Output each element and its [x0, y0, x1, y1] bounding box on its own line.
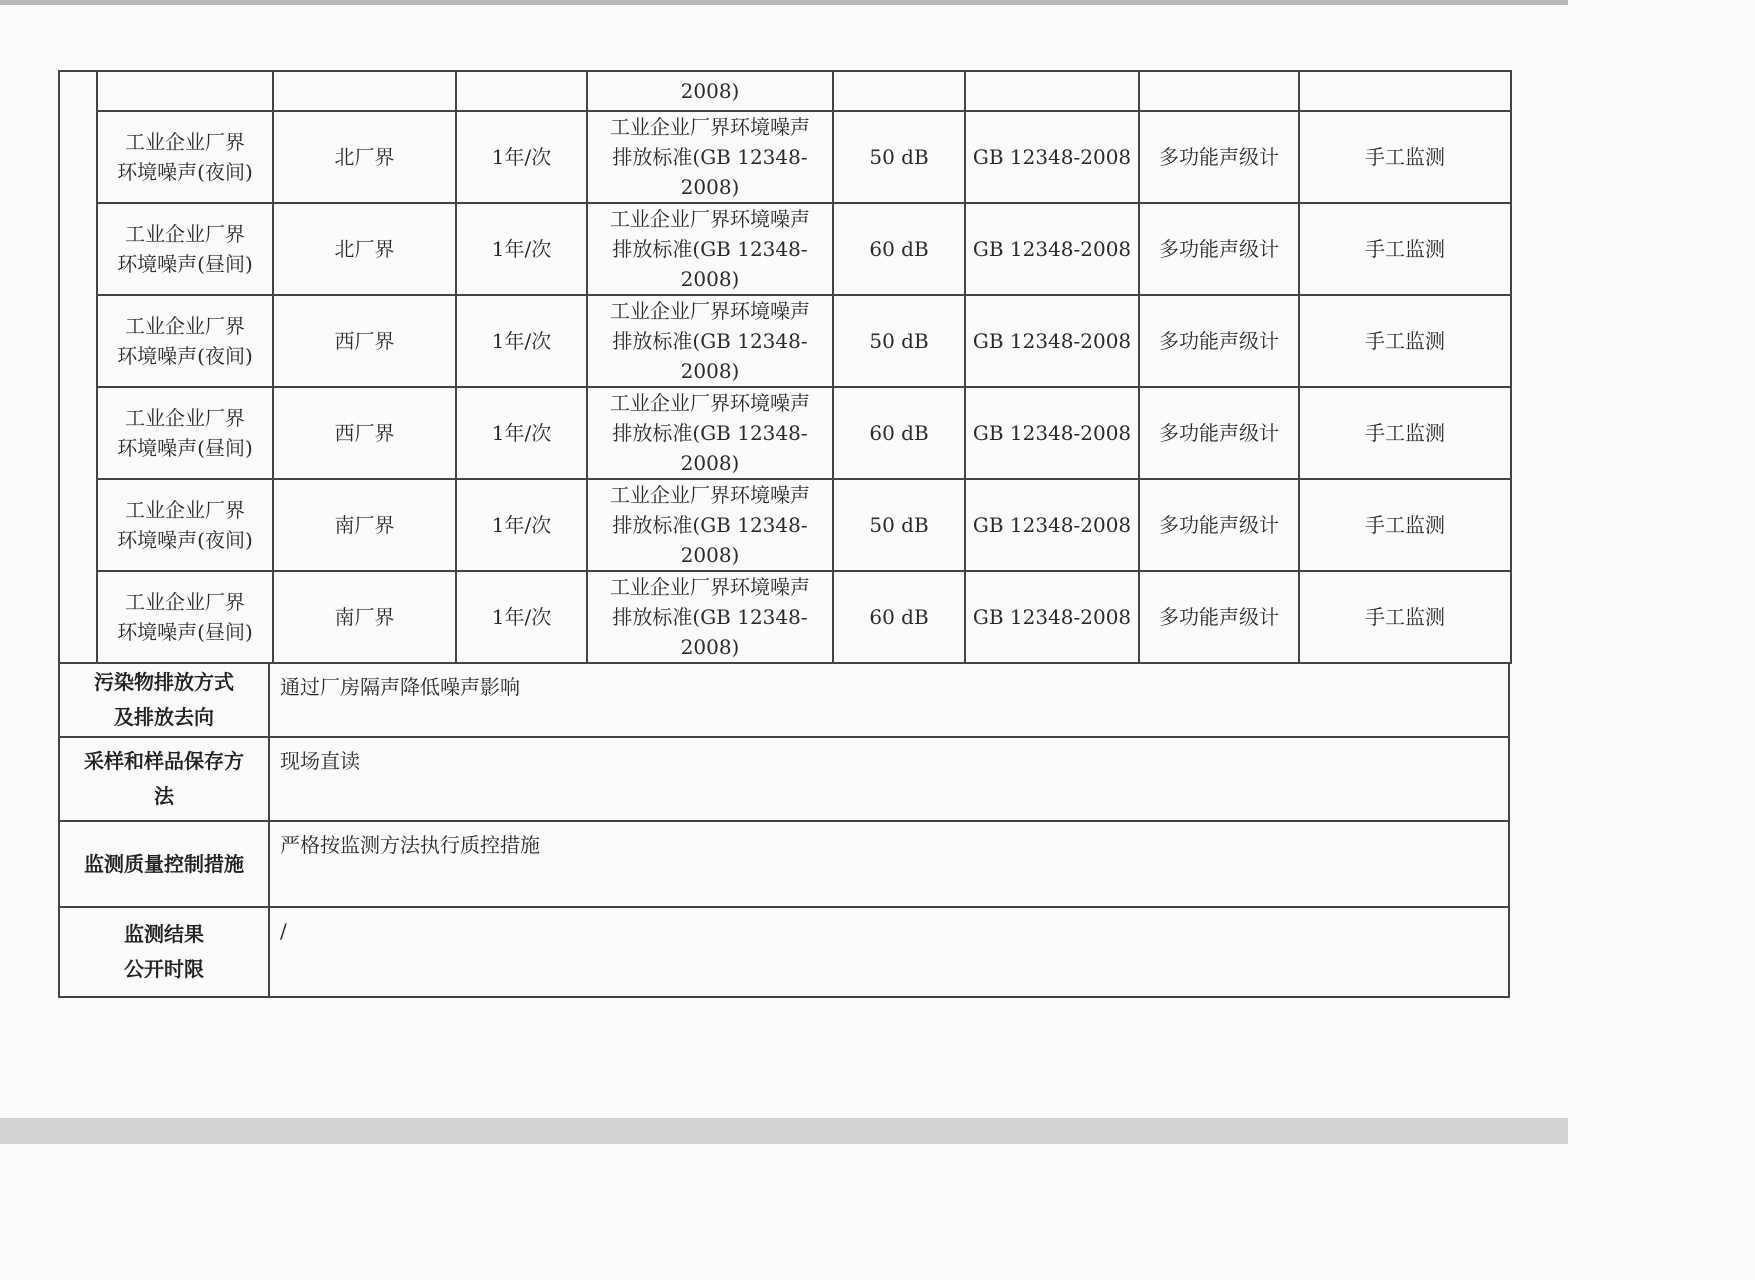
noise-monitoring-table	[58, 70, 1512, 664]
limit-cell	[833, 71, 965, 111]
qc-value: 严格按监测方法执行质控措施	[269, 821, 1509, 907]
mode-cell: 手工监测	[1299, 111, 1511, 203]
limit-cell: 60 dB	[833, 387, 965, 479]
standard-cell: 工业企业厂界环境噪声 排放标准(GB 12348- 2008)	[587, 479, 833, 571]
merged-category-cell	[59, 71, 97, 663]
frequency-cell: 1年/次	[456, 479, 587, 571]
location-cell: 西厂界	[273, 387, 456, 479]
mode-cell: 手工监测	[1299, 295, 1511, 387]
sampling-value: 现场直读	[269, 737, 1509, 821]
method-cell	[965, 71, 1139, 111]
publish-label: 监测结果 公开时限	[59, 907, 269, 997]
location-cell: 北厂界	[273, 111, 456, 203]
standard-cell: 工业企业厂界环境噪声 排放标准(GB 12348- 2008)	[587, 203, 833, 295]
location-cell	[273, 71, 456, 111]
table-row	[59, 203, 1511, 295]
standard-cell: 2008)	[587, 71, 833, 111]
method-cell: GB 12348-2008	[965, 479, 1139, 571]
table-row	[59, 111, 1511, 203]
scan-top-edge	[0, 0, 1568, 5]
location-cell: 南厂界	[273, 479, 456, 571]
publish-value: /	[269, 907, 1509, 997]
standard-cell: 工业企业厂界环境噪声 排放标准(GB 12348- 2008)	[587, 571, 833, 663]
mode-cell: 手工监测	[1299, 479, 1511, 571]
frequency-cell: 1年/次	[456, 111, 587, 203]
instrument-cell: 多功能声级计	[1139, 479, 1299, 571]
mode-cell	[1299, 71, 1511, 111]
instrument-cell: 多功能声级计	[1139, 571, 1299, 663]
item-cell: 工业企业厂界 环境噪声(夜间)	[97, 295, 273, 387]
method-cell: GB 12348-2008	[965, 295, 1139, 387]
table-row	[59, 479, 1511, 571]
frequency-cell: 1年/次	[456, 295, 587, 387]
qc-row	[59, 821, 1509, 907]
frequency-cell: 1年/次	[456, 387, 587, 479]
mode-cell: 手工监测	[1299, 387, 1511, 479]
method-cell: GB 12348-2008	[965, 571, 1139, 663]
table-row	[59, 387, 1511, 479]
instrument-cell: 多功能声级计	[1139, 295, 1299, 387]
mode-cell: 手工监测	[1299, 203, 1511, 295]
method-cell: GB 12348-2008	[965, 387, 1139, 479]
discharge-label: 污染物排放方式 及排放去向	[59, 663, 269, 737]
instrument-cell: 多功能声级计	[1139, 111, 1299, 203]
sampling-label: 采样和样品保存方 法	[59, 737, 269, 821]
frequency-cell	[456, 71, 587, 111]
discharge-row	[59, 663, 1509, 737]
method-cell: GB 12348-2008	[965, 203, 1139, 295]
monitoring-info-table	[58, 662, 1510, 998]
item-cell	[97, 71, 273, 111]
table-row-continued	[59, 71, 1511, 111]
location-cell: 南厂界	[273, 571, 456, 663]
limit-cell: 50 dB	[833, 111, 965, 203]
table-row	[59, 571, 1511, 663]
standard-cell: 工业企业厂界环境噪声 排放标准(GB 12348- 2008)	[587, 295, 833, 387]
limit-cell: 60 dB	[833, 203, 965, 295]
item-cell: 工业企业厂界 环境噪声(昼间)	[97, 387, 273, 479]
item-cell: 工业企业厂界 环境噪声(夜间)	[97, 111, 273, 203]
instrument-cell: 多功能声级计	[1139, 387, 1299, 479]
discharge-value: 通过厂房隔声降低噪声影响	[269, 663, 1509, 737]
publish-row	[59, 907, 1509, 997]
qc-label: 监测质量控制措施	[59, 821, 269, 907]
method-cell: GB 12348-2008	[965, 111, 1139, 203]
table-row	[59, 295, 1511, 387]
instrument-cell	[1139, 71, 1299, 111]
standard-cell: 工业企业厂界环境噪声 排放标准(GB 12348- 2008)	[587, 387, 833, 479]
scan-bottom-edge	[0, 1118, 1568, 1144]
instrument-cell: 多功能声级计	[1139, 203, 1299, 295]
item-cell: 工业企业厂界 环境噪声(昼间)	[97, 203, 273, 295]
standard-cell: 工业企业厂界环境噪声 排放标准(GB 12348- 2008)	[587, 111, 833, 203]
limit-cell: 50 dB	[833, 479, 965, 571]
item-cell: 工业企业厂界 环境噪声(昼间)	[97, 571, 273, 663]
sampling-row	[59, 737, 1509, 821]
frequency-cell: 1年/次	[456, 571, 587, 663]
limit-cell: 60 dB	[833, 571, 965, 663]
location-cell: 西厂界	[273, 295, 456, 387]
location-cell: 北厂界	[273, 203, 456, 295]
limit-cell: 50 dB	[833, 295, 965, 387]
mode-cell: 手工监测	[1299, 571, 1511, 663]
frequency-cell: 1年/次	[456, 203, 587, 295]
item-cell: 工业企业厂界 环境噪声(夜间)	[97, 479, 273, 571]
